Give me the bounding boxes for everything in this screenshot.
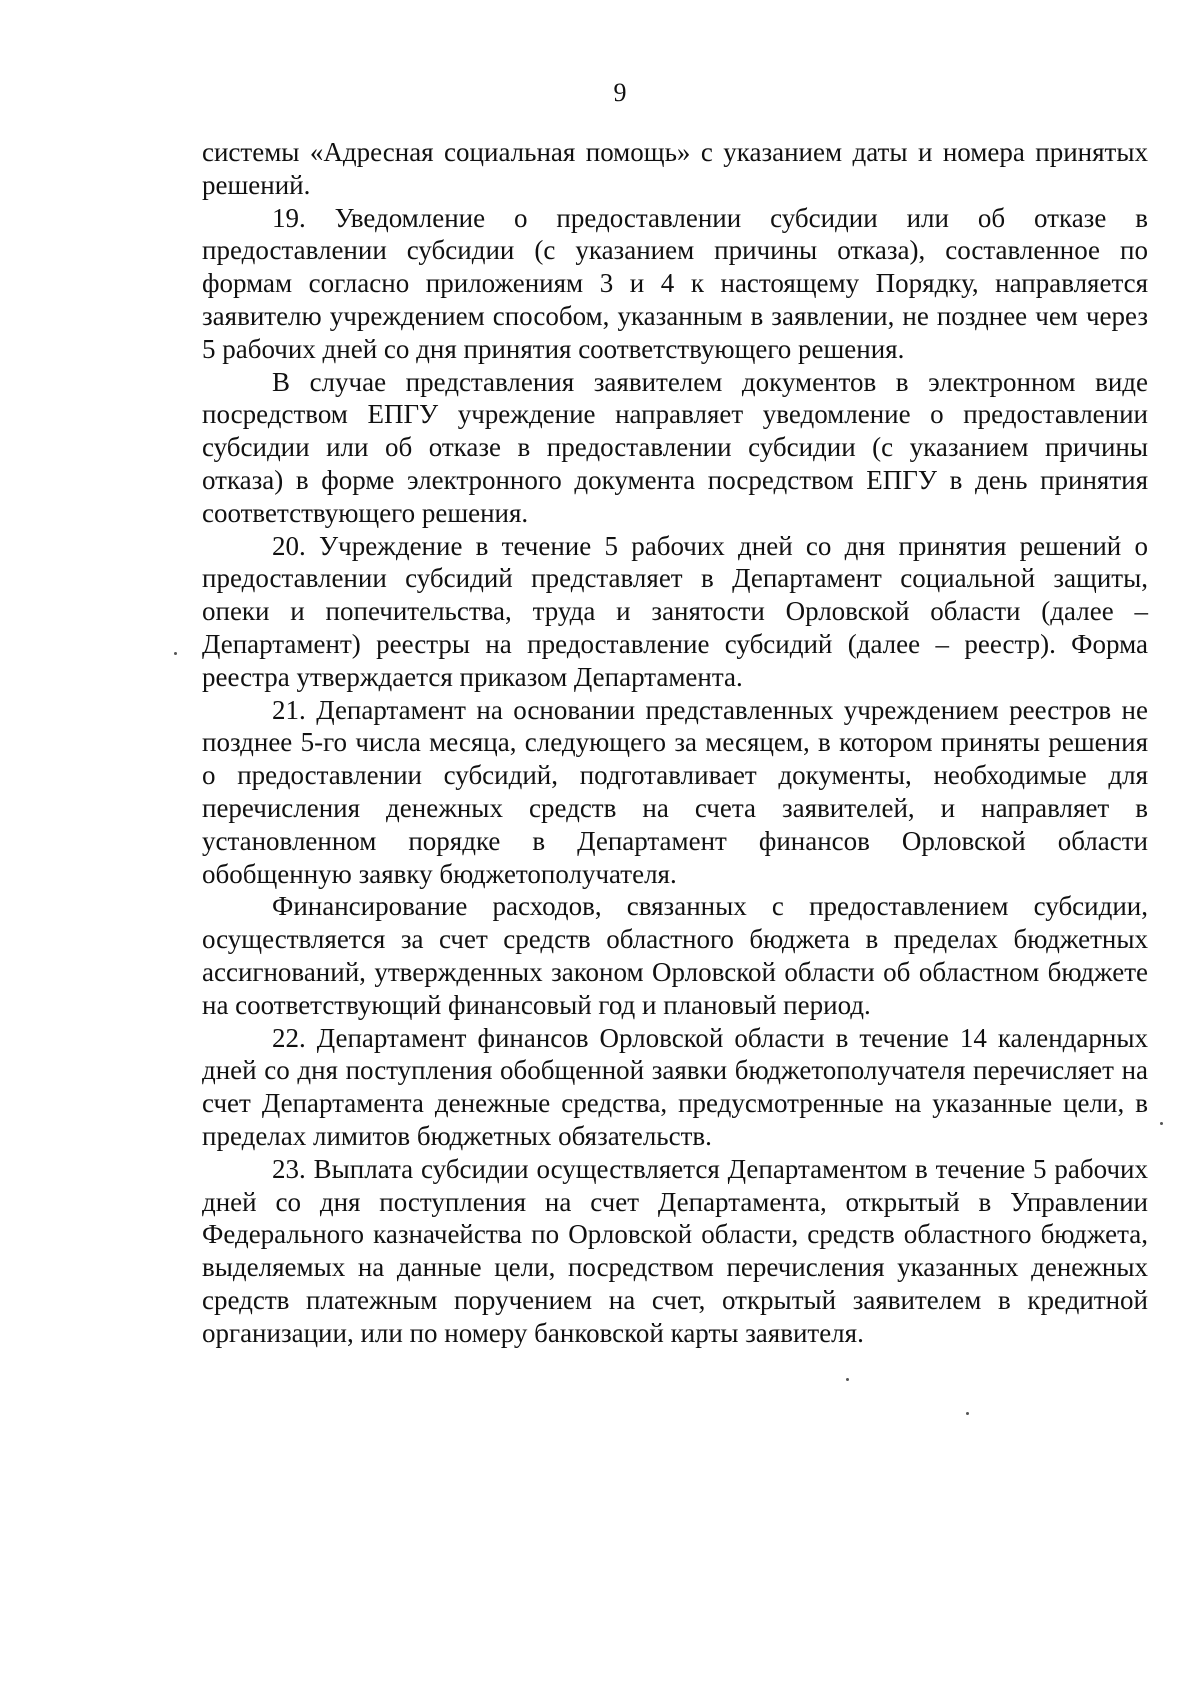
scan-speck: [846, 1378, 849, 1381]
paragraph-22: 22. Департамент финансов Орловской области в течение 14 календарных дней со дня поступления обобщенной заявки бюджетополучателя перечисляет на счет Департамента денежные средства, предусмотренные на указанные цели, в пределах лимитов бюджетных обязательств.: [202, 1022, 1148, 1151]
paragraph-23: 23. Выплата субсидии осуществляется Департаментом в течение 5 рабочих дней со дня поступления на счет Департамента, открытый в Управлении Федерального казначейства по Орловской области, средств областного бюджета, выделяемых на данные цели, посредством перечисления указанных денежных средств платежным поручением на счет, открытый заявителем в кредитной организации, или по номеру банковской карты заявителя.: [202, 1153, 1148, 1348]
paragraph-continuation: системы «Адресная социальная помощь» с указанием даты и номера принятых решений.: [202, 137, 1148, 200]
scan-speck: [966, 1412, 969, 1415]
paragraph-21: 21. Департамент на основании представленных учреждением реестров не позднее 5-го числа месяца, следующего за месяцем, в котором приняты решения о предоставлении субсидий, подготавливает документы, необходимые для перечисления денежных средств на счета заявителей, и направляет в установленном порядке в Департамент финансов Орловской области обобщенную заявку бюджетополучателя.: [202, 694, 1148, 889]
scan-speck: [1160, 1122, 1163, 1125]
document-body: [202, 136, 1148, 1349]
paragraph-19: 19. Уведомление о предоставлении субсидии или об отказе в предоставлении субсидии (с указанием причины отказа), составленное по формам согласно приложениям 3 и 4 к настоящему Порядку, направляется заявителю учреждением способом, указанным в заявлении, не позднее чем через 5 рабочих дней со дня принятия соответствующего решения.: [202, 202, 1148, 364]
paragraph-21-financing: Финансирование расходов, связанных с предоставлением субсидии, осуществляется за счет средств областного бюджета в пределах бюджетных ассигнований, утвержденных законом Орловской области об областном бюджете на соответствующий финансовый год и плановый период.: [202, 891, 1148, 1020]
scan-speck: [174, 652, 177, 655]
paragraph-20: 20. Учреждение в течение 5 рабочих дней со дня принятия решений о предоставлении субсидий представляет в Департамент социальной защиты, опеки и попечительства, труда и занятости Орловской области (далее – Департамент) реестры на предоставление субсидий (далее – реестр). Форма реестра утверждается приказом Департамента.: [202, 530, 1148, 692]
page-number: 9: [613, 78, 627, 107]
paragraph-19-electronic: В случае представления заявителем документов в электронном виде посредством ЕПГУ учреждение направляет уведомление о предоставлении субсидии или об отказе в предоставлении субсидии (с указанием причины отказа) в форме электронного документа посредством ЕПГУ в день принятия соответствующего решения.: [202, 366, 1148, 528]
